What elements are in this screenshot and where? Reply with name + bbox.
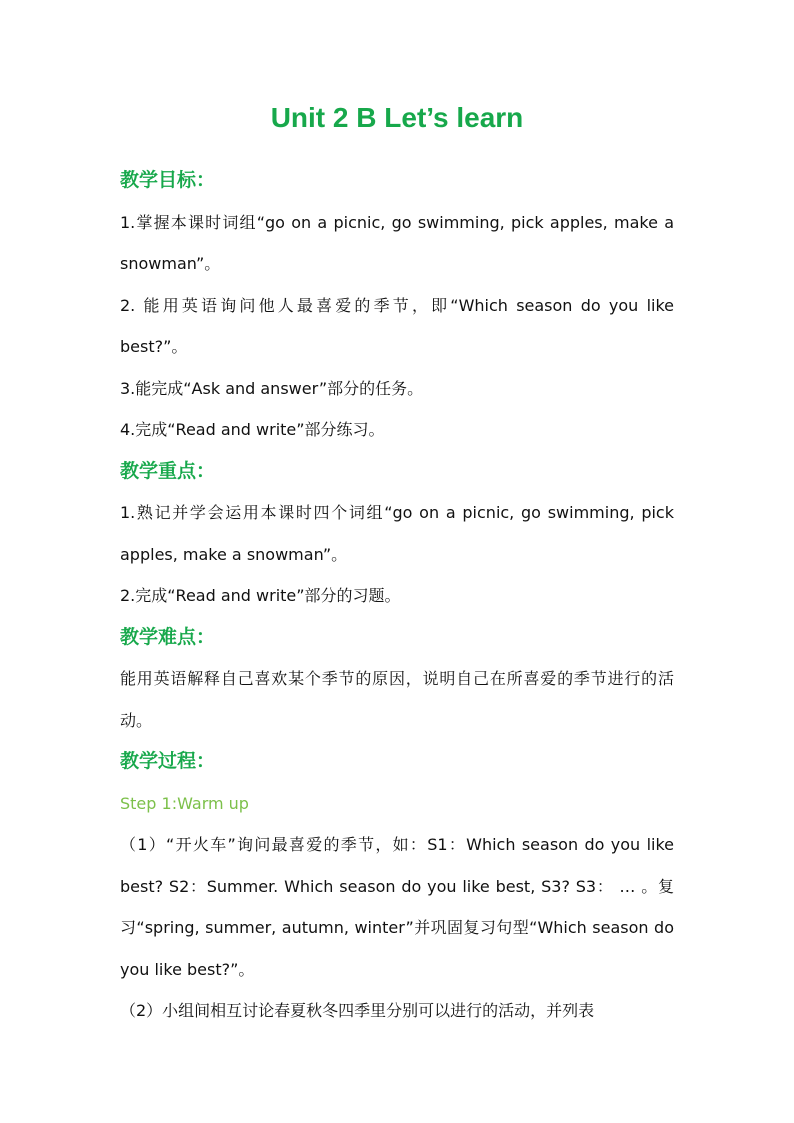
process-paragraph-2: （2）小组间相互讨论春夏秋冬四季里分别可以进行的活动，并列表 — [120, 1001, 595, 1020]
key-points-heading: 教学重点： — [120, 459, 216, 482]
process-paragraph-1: （1）“开火车”询问最喜爱的季节，如：S1：Which season do you like best? S2：Summer. Which season do you like best, S3? S3： … 。复习“spring, summer, autumn, winter”并巩固复习句型“Which season do you like best?”。 — [120, 835, 674, 979]
step-1-label: Step 1:Warm up — [120, 793, 249, 813]
difficulty-item-1: 能用英语解释自己喜欢某个季节的原因，说明自己在所喜爱的季节进行的活动。 — [120, 669, 674, 730]
objectives-heading: 教学目标： — [120, 169, 216, 191]
process-heading: 教学过程： — [120, 750, 216, 772]
key-point-item-2: 2.完成“Read and write”部分的习题。 — [120, 586, 401, 605]
objective-item-2: 2. 能用英语询问他人最喜爱的季节，即“Which season do you like best?”。 — [120, 295, 674, 356]
difficulties-heading: 教学难点： — [120, 625, 216, 648]
page-title: Unit 2 B Let’s learn — [270, 102, 524, 133]
objective-item-3: 3.能完成“Ask and answer”部分的任务。 — [120, 378, 424, 398]
key-point-item-1: 1.熟记并学会运用本课时四个词组“go on a picnic, go swimming, pick apples, make a snowman”。 — [120, 503, 674, 564]
document-body — [120, 160, 674, 1032]
objective-item-1: 1.掌握本课时词组“go on a picnic, go swimming, pick apples, make a snowman”。 — [120, 212, 674, 273]
objective-item-4: 4.完成“Read and write”部分练习。 — [120, 420, 385, 439]
